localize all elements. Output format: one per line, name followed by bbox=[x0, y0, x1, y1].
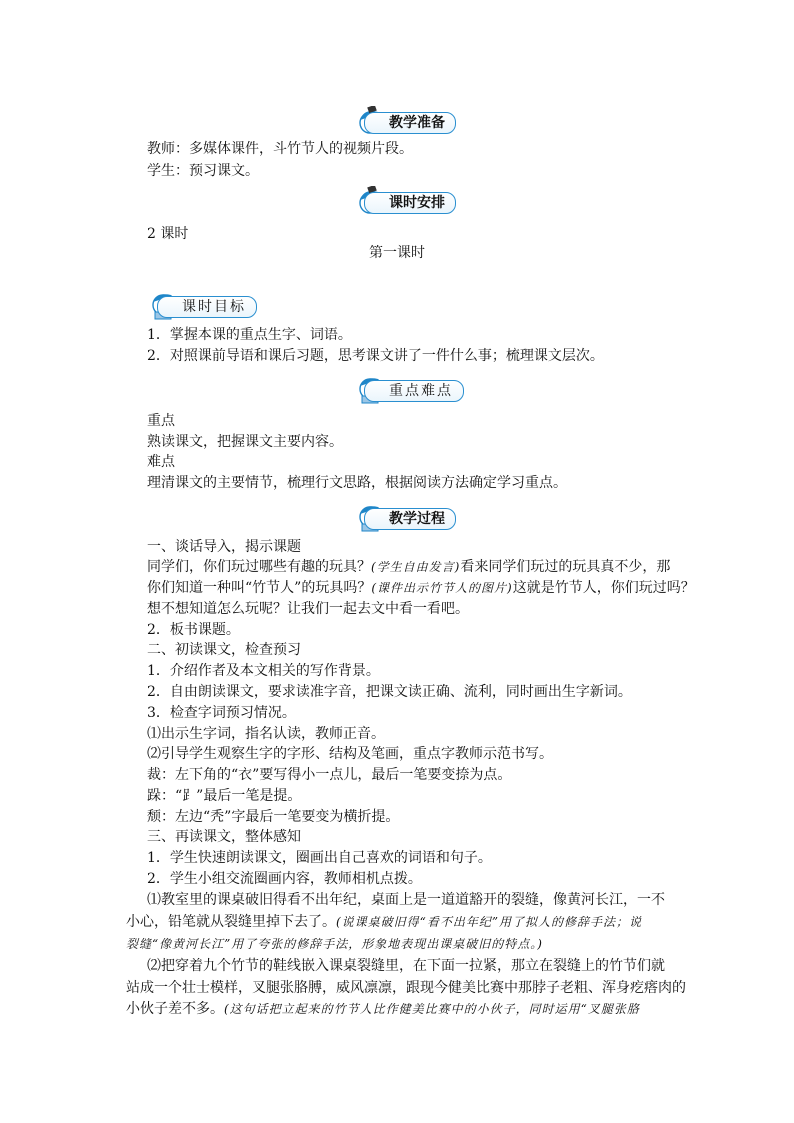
list-item: ⑵引导学生观察生字的字形、结构及笔画，重点字教师示范书写。 bbox=[147, 746, 553, 762]
bracket-note: 裂缝“像黄河长江”用了夸张的修辞手法，形象地表现出课桌破旧的特点。) bbox=[126, 937, 543, 951]
list-item: 2．板书课题。 bbox=[147, 622, 240, 638]
section-banner-key-points bbox=[354, 374, 474, 404]
text-segment: 小心，铅笔就从裂缝里掉下去了。 bbox=[126, 914, 336, 930]
text-segment: 这就是竹节人，你们玩过吗？ bbox=[512, 580, 695, 596]
text-segment: 你们知道一种叫“竹节人”的玩具吗？ bbox=[147, 580, 372, 596]
prep-student: 学生：预习课文。 bbox=[147, 163, 259, 179]
goal-item: 1．掌握本课的重点生字、词语。 bbox=[147, 327, 352, 343]
bracket-note: (这句话把立起来的竹节人比作健美比赛中的小伙子，同时运用“叉腿张胳 bbox=[224, 1002, 640, 1016]
paragraph-line: 想不想知道怎么玩呢？让我们一起去文中看一看吧。 bbox=[147, 601, 469, 617]
bracket-note: (说课桌破旧得“看不出年纪”用了拟人的修辞手法；说 bbox=[336, 915, 642, 929]
text-segment: 看来同学们玩过的玩具真不少，那 bbox=[460, 559, 671, 575]
section-title: 教学准备 bbox=[364, 112, 456, 134]
paragraph-line bbox=[126, 912, 642, 932]
section-banner-schedule bbox=[354, 186, 474, 216]
paragraph-line: ⑴教室里的课桌破旧得看不出年纪，桌面上是一道道豁开的裂缝，像黄河长江，一不 bbox=[147, 892, 665, 908]
list-item: 1．学生快速朗读课文，圈画出自己喜欢的词语和句子。 bbox=[147, 850, 492, 866]
step-heading: 二、初读课文，检查预习 bbox=[147, 642, 301, 658]
goal-item: 2．对照课前导语和课后习题，思考课文讲了一件什么事；梳理课文层次。 bbox=[147, 348, 604, 364]
prep-teacher: 教师：多媒体课件，斗竹节人的视频片段。 bbox=[147, 141, 413, 157]
text-segment: 同学们，你们玩过哪些有趣的玩具？ bbox=[147, 559, 371, 575]
schedule-hours: 2 课时 bbox=[147, 226, 189, 242]
bracket-note: (学生自由发言) bbox=[371, 560, 461, 574]
paragraph-line bbox=[147, 578, 695, 598]
section-banner-goals bbox=[147, 290, 267, 320]
lesson-heading: 第一课时 bbox=[369, 245, 425, 261]
difficulty-text: 理清课文的主要情节，梳理行文思路，根据阅读方法确定学习重点。 bbox=[147, 475, 567, 491]
step-heading: 三、再读课文，整体感知 bbox=[147, 829, 301, 845]
section-title: 重点难点 bbox=[364, 380, 464, 402]
list-item: 2．自由朗读课文，要求读准字音，把课文读正确、流利，同时画出生字新词。 bbox=[147, 684, 632, 700]
character-note: 颓：左边“秃”字最后一笔要变为横折提。 bbox=[147, 809, 400, 825]
section-title: 教学过程 bbox=[364, 508, 456, 530]
section-banner-preparation bbox=[354, 106, 474, 136]
paragraph-line: ⑵把穿着九个竹节的鞋线嵌入课桌裂缝里，在下面一拉紧，那立在裂缝上的竹节们就 bbox=[147, 958, 665, 974]
paragraph-line bbox=[126, 999, 640, 1019]
list-item: 3．检查字词预习情况。 bbox=[147, 705, 296, 721]
list-item: 1．介绍作者及本文相关的写作背景。 bbox=[147, 663, 380, 679]
paragraph-line: 站成一个壮士模样，叉腿张胳膊，威风凛凛，跟现今健美比赛中那脖子老粗、浑身疙瘩肉的 bbox=[126, 980, 686, 996]
section-title: 课时目标 bbox=[157, 296, 257, 318]
step-heading: 一、谈话导入，揭示课题 bbox=[147, 539, 301, 555]
bracket-note: (课件出示竹节人的图片) bbox=[371, 581, 513, 595]
list-item: 2．学生小组交流圈画内容，教师相机点拨。 bbox=[147, 871, 422, 887]
character-note: 跺：“⻊”最后一笔是提。 bbox=[147, 788, 302, 804]
key-text: 熟读课文，把握课文主要内容。 bbox=[147, 434, 343, 450]
key-label: 重点 bbox=[147, 413, 175, 429]
section-banner-process bbox=[354, 502, 474, 532]
character-note: 裁：左下角的“衣”要写得小一点儿，最后一笔要变捺为点。 bbox=[147, 767, 512, 783]
difficulty-label: 难点 bbox=[147, 454, 175, 470]
list-item: ⑴出示生字词，指名认读，教师正音。 bbox=[147, 726, 385, 742]
section-title: 课时安排 bbox=[364, 192, 456, 214]
text-segment: 小伙子差不多。 bbox=[126, 1001, 224, 1017]
paragraph-line bbox=[147, 557, 670, 577]
